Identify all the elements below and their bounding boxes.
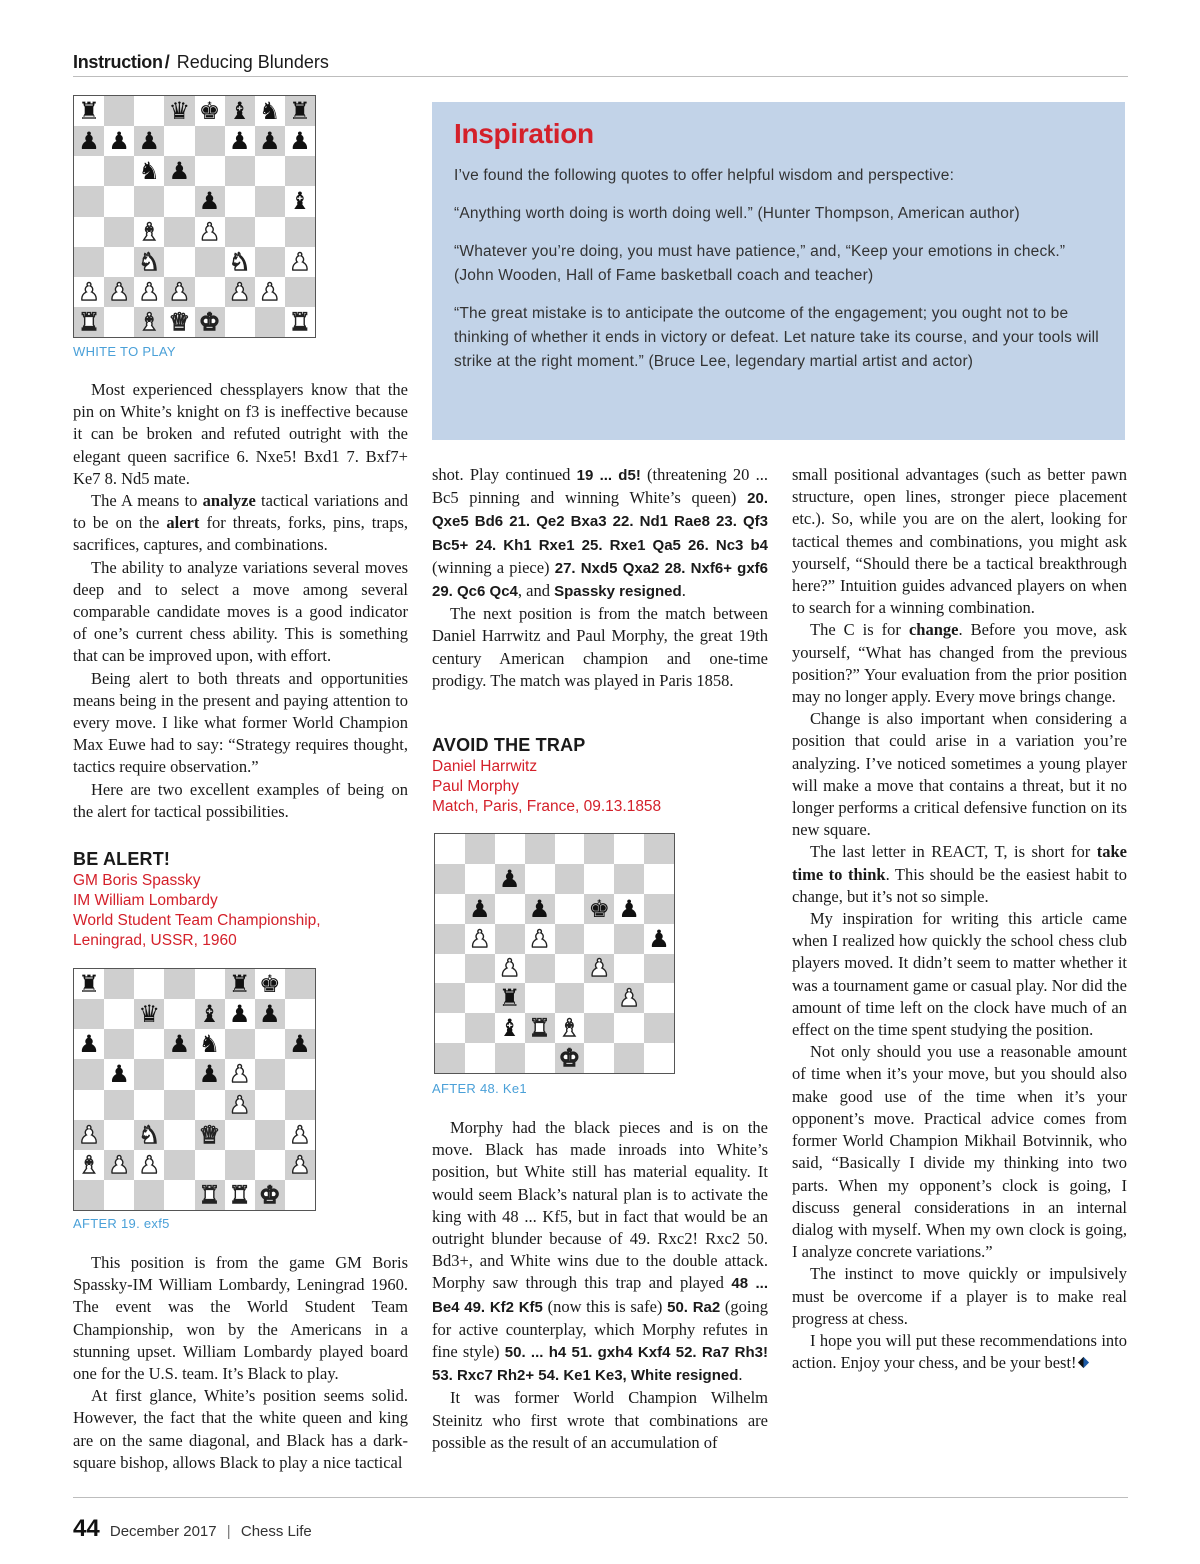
black-pawn-icon: ♟	[74, 1029, 104, 1059]
black-pawn-icon: ♟	[465, 894, 495, 924]
board-square	[584, 924, 614, 954]
board-square	[74, 247, 104, 277]
black-rook-icon: ♜	[74, 969, 104, 999]
black-bishop-icon: ♝	[495, 1013, 525, 1043]
board-square	[225, 186, 255, 216]
board-square	[435, 983, 465, 1013]
diagram-caption: AFTER 48. Ke1	[432, 1081, 527, 1096]
board-square	[644, 954, 674, 984]
left-column-text-2	[73, 1252, 408, 1474]
board-square	[584, 1043, 614, 1073]
white-pawn-icon: ♟	[134, 1150, 164, 1180]
board-square	[644, 983, 674, 1013]
board-square	[195, 1090, 225, 1120]
white-pawn-icon: ♟	[74, 1120, 104, 1150]
board-square	[525, 864, 555, 894]
board-square	[495, 894, 525, 924]
board-square	[134, 186, 164, 216]
black-pawn-icon: ♟	[225, 999, 255, 1029]
board-square	[614, 1043, 644, 1073]
game-heading-be-alert: BE ALERT!	[73, 849, 171, 869]
board-square	[465, 1013, 495, 1043]
board-square	[255, 1059, 285, 1089]
board-square	[614, 1013, 644, 1043]
black-pawn-icon: ♟	[255, 126, 285, 156]
white-pawn-icon: ♟	[225, 1090, 255, 1120]
black-king-icon: ♚	[195, 96, 225, 126]
board-square	[225, 1029, 255, 1059]
white-rook-icon: ♜	[195, 1180, 225, 1210]
board-square	[555, 894, 585, 924]
running-header	[73, 52, 329, 73]
board-square	[225, 307, 255, 337]
quote: “Whatever you’re doing, you must have patience,” and, “Keep your emotions in check.” (John Wooden, Hall of Fame basketball coach and teacher)	[454, 243, 1066, 284]
white-bishop-icon: ♝	[134, 307, 164, 337]
black-pawn-icon: ♟	[195, 1059, 225, 1089]
black-pawn-icon: ♟	[134, 126, 164, 156]
board-square	[195, 247, 225, 277]
board-square	[465, 834, 495, 864]
middle-column-text	[432, 464, 768, 692]
white-rook-icon: ♜	[74, 307, 104, 337]
paragraph: It was former World Champion Wilhelm Steinitz who first wrote that combinations are possible as the result of an accumulation of	[432, 1388, 768, 1452]
board-square	[164, 217, 194, 247]
board-square	[104, 1120, 134, 1150]
diagram-caption: WHITE TO PLAY	[73, 344, 176, 359]
black-bishop-icon: ♝	[195, 999, 225, 1029]
board-square	[104, 217, 134, 247]
board-square	[435, 834, 465, 864]
board-square	[255, 1029, 285, 1059]
black-pawn-icon: ♟	[104, 126, 134, 156]
board-square	[285, 1180, 315, 1210]
end-mark-icon	[1077, 1356, 1090, 1369]
board-square	[225, 1150, 255, 1180]
paragraph: The instinct to move quickly or impulsively must be overcome if a player is to make real progress at chess.	[792, 1264, 1127, 1328]
white-bishop-icon: ♝	[74, 1150, 104, 1180]
board-square	[164, 999, 194, 1029]
board-square	[285, 1090, 315, 1120]
board-square	[104, 1090, 134, 1120]
black-pawn-icon: ♟	[225, 126, 255, 156]
game-info: GM Boris Spassky IM William Lombardy World Student Team Championship, Leningrad, USSR, 1960	[73, 872, 321, 949]
board-square	[435, 864, 465, 894]
board-square	[104, 1029, 134, 1059]
page-footer	[73, 1515, 312, 1543]
white-bishop-icon: ♝	[555, 1013, 585, 1043]
black-pawn-icon: ♟	[644, 924, 674, 954]
board-square	[525, 983, 555, 1013]
white-king-icon: ♚	[255, 1180, 285, 1210]
white-king-icon: ♚	[195, 307, 225, 337]
board-square	[195, 277, 225, 307]
board-square	[255, 1150, 285, 1180]
white-pawn-icon: ♟	[225, 277, 255, 307]
paragraph: Not only should you use a reasonable amount of time when it’s your move, but you should also make good use of the time when it’s your opponent’s move. Practical advice comes from former World Champion Mikhail Botvinnik, who said, “Basically I divide my thinking into two parts. When my opponent’s clock is going, I discuss general considerations in an internal dialog with myself. When my own clock is going, I analyze concrete variations.”	[792, 1042, 1127, 1262]
board-square	[285, 156, 315, 186]
board-square	[225, 217, 255, 247]
black-pawn-icon: ♟	[164, 1029, 194, 1059]
paragraph: My inspiration for writing this article came when I realized how quickly the school chess club players moved. It didn’t seem to matter whether it was a tournament game or casual play. Nor did the amount of time left on the clock have much of an effect on the time spent studying the position.	[792, 909, 1127, 1040]
board-square	[74, 1180, 104, 1210]
white-pawn-icon: ♟	[285, 1120, 315, 1150]
board-square	[555, 983, 585, 1013]
paragraph: Here are two excellent examples of being on the alert for tactical possibilities.	[73, 779, 408, 821]
board-square	[644, 864, 674, 894]
board-square	[435, 954, 465, 984]
board-square	[164, 969, 194, 999]
board-square	[555, 924, 585, 954]
board-square	[614, 864, 644, 894]
left-column-text	[73, 379, 408, 823]
board-square	[225, 1120, 255, 1150]
magazine-name: Chess Life	[240, 1523, 312, 1540]
board-square	[134, 1180, 164, 1210]
board-square	[555, 864, 585, 894]
board-square	[435, 1043, 465, 1073]
middle-column-text-2	[432, 1117, 768, 1454]
footer-rule	[73, 1497, 1128, 1498]
board-square	[644, 894, 674, 924]
board-square	[134, 1059, 164, 1089]
board-square	[104, 969, 134, 999]
board-square	[164, 126, 194, 156]
header-topic: Reducing Blunders	[176, 52, 329, 72]
black-pawn-icon: ♟	[164, 156, 194, 186]
black-pawn-icon: ♟	[255, 999, 285, 1029]
black-pawn-icon: ♟	[614, 894, 644, 924]
board-square	[164, 1090, 194, 1120]
black-pawn-icon: ♟	[74, 126, 104, 156]
paragraph: Change is also important when considering a position that could arise in a variation you’re analyzing. I’ve noticed sometimes a young player will make a move that contains a threat, but it no longer performs a critical defensive function on its new square.	[792, 709, 1127, 840]
paragraph: The C is for change. Before you move, ask yourself, “What has changed from the previous position?” Your evaluation from the prior position may no longer apply. Every move brings change.	[792, 620, 1128, 707]
page-number: 44	[73, 1515, 100, 1542]
black-pawn-icon: ♟	[285, 1029, 315, 1059]
board-square	[644, 1043, 674, 1073]
black-knight-icon: ♞	[134, 156, 164, 186]
board-square	[614, 924, 644, 954]
white-pawn-icon: ♟	[285, 247, 315, 277]
board-square	[104, 156, 134, 186]
board-square	[225, 156, 255, 186]
board-square	[584, 834, 614, 864]
board-square	[644, 834, 674, 864]
game-heading-avoid-the-trap: AVOID THE TRAP	[432, 735, 586, 755]
board-square	[164, 1059, 194, 1089]
board-square	[465, 983, 495, 1013]
white-pawn-icon: ♟	[255, 277, 285, 307]
chess-diagram-after-19-exf5	[73, 968, 316, 1211]
black-queen-icon: ♛	[164, 96, 194, 126]
board-square	[195, 126, 225, 156]
black-pawn-icon: ♟	[104, 1059, 134, 1089]
board-square	[195, 1150, 225, 1180]
board-square	[495, 924, 525, 954]
diagram-caption: AFTER 19. exf5	[73, 1216, 170, 1231]
board-square	[435, 894, 465, 924]
black-rook-icon: ♜	[74, 96, 104, 126]
black-pawn-icon: ♟	[285, 126, 315, 156]
paragraph: This position is from the game GM Boris Spassky-IM William Lombardy, Leningrad 1960. The event was the World Student Team Championship, won by the Americans in a stunning upset. William Lombardy played board one for the U.S. team. It’s Black to play.	[73, 1253, 408, 1384]
board-square	[255, 217, 285, 247]
board-square	[164, 186, 194, 216]
white-pawn-icon: ♟	[134, 277, 164, 307]
white-knight-icon: ♞	[134, 247, 164, 277]
board-square	[134, 1090, 164, 1120]
white-rook-icon: ♜	[225, 1180, 255, 1210]
chess-diagram-after-48-ke1	[434, 833, 675, 1074]
paragraph: I hope you will put these recommendations into action. Enjoy your chess, and be your best!	[792, 1330, 1127, 1373]
board-square	[285, 969, 315, 999]
header-separator: /	[164, 52, 170, 72]
white-pawn-icon: ♟	[614, 983, 644, 1013]
board-square	[644, 1013, 674, 1043]
board-square	[104, 96, 134, 126]
white-pawn-icon: ♟	[525, 924, 555, 954]
board-square	[134, 1029, 164, 1059]
white-pawn-icon: ♟	[225, 1059, 255, 1089]
board-square	[164, 1120, 194, 1150]
white-pawn-icon: ♟	[104, 1150, 134, 1180]
board-square	[285, 277, 315, 307]
board-square	[104, 307, 134, 337]
white-king-icon: ♚	[555, 1043, 585, 1073]
paragraph: The ability to analyze variations several moves deep and to select a move among several comparable candidate moves is a good indicator of one’s current chess ability. This is something that can be improved upon, with effort.	[73, 557, 408, 666]
board-square	[74, 1090, 104, 1120]
white-pawn-icon: ♟	[74, 277, 104, 307]
board-square	[465, 864, 495, 894]
inspiration-sidebar	[432, 102, 1125, 440]
right-column-text	[792, 464, 1127, 1374]
board-square	[164, 1180, 194, 1210]
paragraph: Most experienced chessplayers know that the pin on White’s knight on f3 is ineffective because it can be broken and refuted outright with the elegant queen sacrifice 6. Nxe5! Bxd1 7. Bxf7+ Ke7 8. Nd5 mate.	[73, 380, 408, 488]
paragraph: shot. Play continued 19 ... d5! (threatening 20 ... Bc5 pinning and winning White’s queen) 20. Qxe5 Bd6 21. Qe2 Bxa3 22. Nd1 Rae8 23. Qf3 Bc5+ 24. Kh1 Rxe1 25. Rxe1 Qa5 26. Nc3 b4 (winning a piece) 27. Nxd5 Qxa2 28. Nxf6+ gxf6 29. Qc6 Qc4, and Spassky resigned.	[432, 465, 769, 601]
white-queen-icon: ♛	[164, 307, 194, 337]
board-square	[584, 864, 614, 894]
board-square	[525, 1043, 555, 1073]
chess-diagram-white-to-play	[73, 95, 316, 338]
quote: “Anything worth doing is worth doing well.” (Hunter Thompson, American author)	[454, 205, 1020, 222]
black-knight-icon: ♞	[195, 1029, 225, 1059]
paragraph: small positional advantages (such as better pawn structure, open lines, stronger piece placement etc.). So, while you are on the alert, looking for tactical themes and combinations, you might ask yourself, “Should there be a tactical breakthrough here?” Intuition guides advanced players on when to search for a winning combination.	[792, 465, 1127, 618]
board-square	[74, 999, 104, 1029]
board-square	[255, 1090, 285, 1120]
black-rook-icon: ♜	[225, 969, 255, 999]
black-pawn-icon: ♟	[495, 864, 525, 894]
footer-separator: |	[226, 1523, 231, 1540]
board-square	[465, 1043, 495, 1073]
sidebar-title: Inspiration	[454, 118, 594, 149]
white-pawn-icon: ♟	[164, 277, 194, 307]
board-square	[255, 247, 285, 277]
paragraph: Morphy had the black pieces and is on the move. Black has made inroads into White’s position, but White still has material equality. It would seem Black’s natural plan is to activate the king with 48 ... Kf5, but in fact that would be an outright blunder because of 49. Rxc2! Rxc2 50. Bd3+, and White wins due to the double attack. Morphy saw through this trap and played 48 ... Be4 49. Kf2 Kf5 (now this is safe) 50. Ra2 (going for active counterplay, which Morphy refutes in fine style) 50. ... h4 51. gxh4 Kxf4 52. Ra7 Rh3! 53. Rxc7 Rh2+ 54. Ke1 Ke3, White resigned.	[432, 1118, 769, 1385]
board-square	[435, 1013, 465, 1043]
board-square	[164, 1150, 194, 1180]
black-rook-icon: ♜	[495, 983, 525, 1013]
white-pawn-icon: ♟	[495, 954, 525, 984]
section-label: Instruction	[73, 52, 163, 72]
board-square	[195, 969, 225, 999]
board-square	[525, 834, 555, 864]
board-square	[435, 924, 465, 954]
white-pawn-icon: ♟	[285, 1150, 315, 1180]
board-square	[164, 247, 194, 277]
board-square	[614, 954, 644, 984]
paragraph: Being alert to both threats and opportunities means being in the present and paying attention to every move. I like what former World Champion Max Euwe had to say: “Strategy requires thought, tactics require observation.”	[73, 668, 408, 777]
board-square	[495, 834, 525, 864]
black-pawn-icon: ♟	[195, 186, 225, 216]
white-knight-icon: ♞	[134, 1120, 164, 1150]
board-square	[285, 217, 315, 247]
board-square	[465, 954, 495, 984]
black-queen-icon: ♛	[134, 999, 164, 1029]
paragraph: The last letter in REACT, T, is short for take time to think. This should be the easiest habit to change, but it’s not so simple.	[792, 842, 1127, 906]
board-square	[555, 954, 585, 984]
white-pawn-icon: ♟	[104, 277, 134, 307]
black-bishop-icon: ♝	[285, 186, 315, 216]
board-square	[525, 954, 555, 984]
black-bishop-icon: ♝	[225, 96, 255, 126]
black-pawn-icon: ♟	[525, 894, 555, 924]
paragraph: At first glance, White’s position seems solid. However, the fact that the white queen and king are on the same diagonal, and Black has a dark-square bishop, allows Black to play a nice tactical	[73, 1386, 408, 1472]
white-queen-icon: ♛	[195, 1120, 225, 1150]
board-square	[584, 983, 614, 1013]
board-square	[134, 96, 164, 126]
issue-date: December 2017	[109, 1523, 217, 1540]
board-square	[74, 186, 104, 216]
black-king-icon: ♚	[584, 894, 614, 924]
board-square	[195, 156, 225, 186]
paragraph: The A means to analyze tactical variations and to be on the alert for threats, forks, pins, traps, sacrifices, captures, and combinations.	[73, 491, 409, 555]
black-rook-icon: ♜	[285, 96, 315, 126]
board-square	[74, 156, 104, 186]
board-square	[255, 186, 285, 216]
board-square	[104, 186, 134, 216]
board-square	[74, 1059, 104, 1089]
board-square	[104, 247, 134, 277]
black-knight-icon: ♞	[255, 96, 285, 126]
quote: “The great mistake is to anticipate the outcome of the engagement; you ought not to be thinking of whether it ends in victory or defeat. Let nature take its course, and your tools will strike at the right moment.” (Bruce Lee, legendary martial artist and actor)	[454, 305, 1099, 370]
board-square	[584, 1013, 614, 1043]
board-square	[555, 834, 585, 864]
board-square	[255, 1120, 285, 1150]
white-rook-icon: ♜	[525, 1013, 555, 1043]
black-king-icon: ♚	[255, 969, 285, 999]
board-square	[104, 1180, 134, 1210]
header-rule	[73, 76, 1128, 77]
board-square	[104, 999, 134, 1029]
board-square	[134, 969, 164, 999]
board-square	[255, 156, 285, 186]
sidebar-intro: I’ve found the following quotes to offer helpful wisdom and perspective:	[454, 167, 955, 184]
white-pawn-icon: ♟	[465, 924, 495, 954]
white-pawn-icon: ♟	[195, 217, 225, 247]
paragraph: The next position is from the match between Daniel Harrwitz and Paul Morphy, the great 19th century American champion and one-time prodigy. The match was played in Paris 1858.	[432, 604, 768, 690]
board-square	[285, 999, 315, 1029]
game-info: Daniel Harrwitz Paul Morphy Match, Paris, France, 09.13.1858	[432, 758, 662, 815]
board-square	[255, 307, 285, 337]
board-square	[74, 217, 104, 247]
board-square	[285, 1059, 315, 1089]
white-rook-icon: ♜	[285, 307, 315, 337]
board-square	[614, 834, 644, 864]
white-pawn-icon: ♟	[584, 954, 614, 984]
board-square	[495, 1043, 525, 1073]
white-bishop-icon: ♝	[134, 217, 164, 247]
white-knight-icon: ♞	[225, 247, 255, 277]
